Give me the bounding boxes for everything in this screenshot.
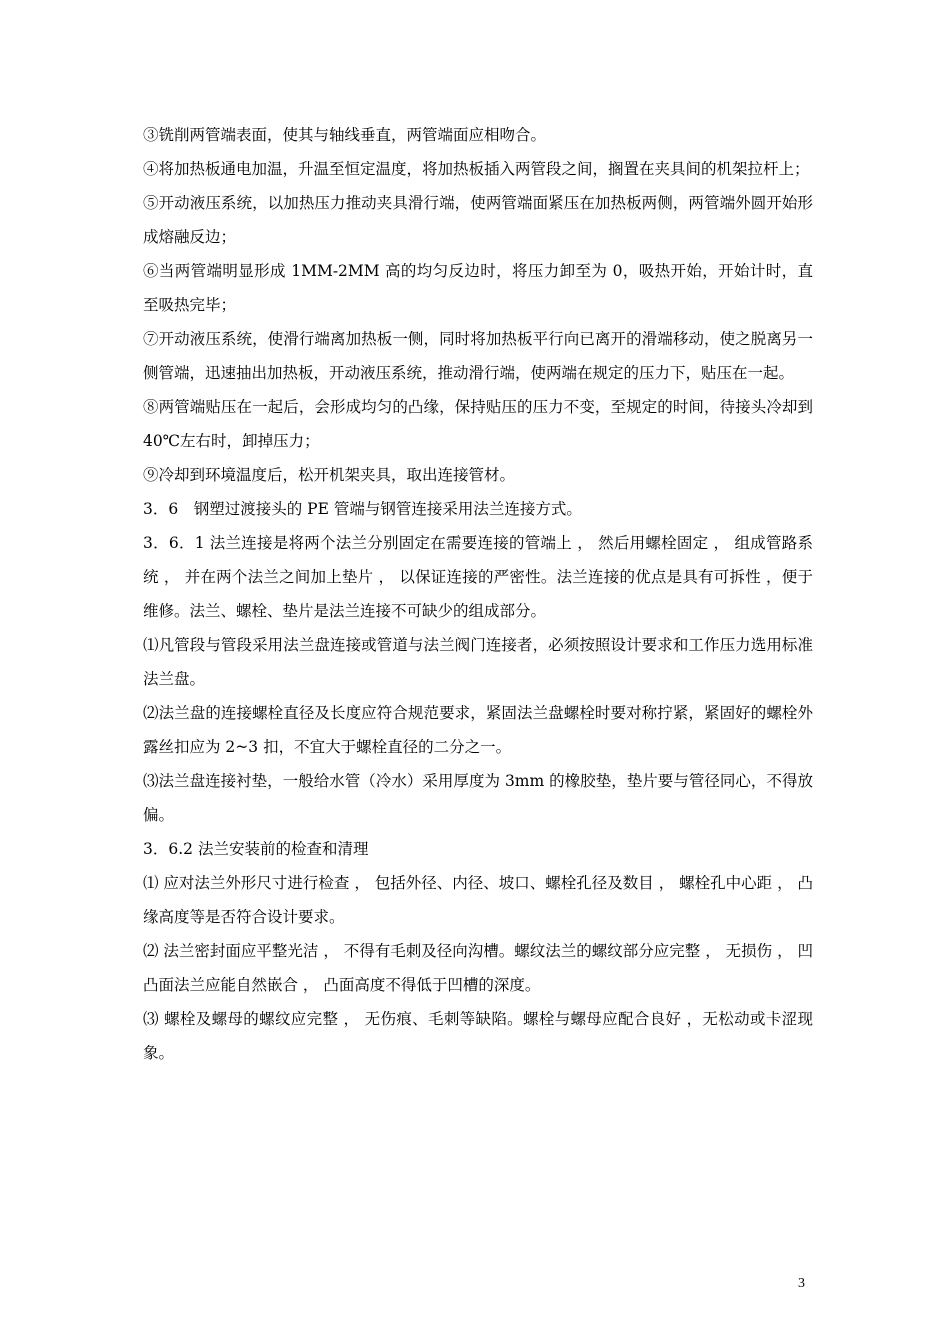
step-4-paragraph: ④将加热板通电加温，升温至恒定温度，将加热板插入两管段之间，搁置在夹具间的机架拉杆上； [143, 160, 810, 178]
page-number: 3 [798, 1276, 805, 1291]
item-1-paragraph: ⑴凡管段与管段采用法兰盘连接或管道与法兰阀门连接者，必须按照设计要求和工作压力选用标准法兰盘。 [143, 636, 813, 688]
item-2-paragraph: ⑵法兰盘的连接螺栓直径及长度应符合规范要求，紧固法兰盘螺栓时要对称拧紧，紧固好的螺栓外露丝扣应为 2~3 扣，不宜大于螺栓直径的二分之一。 [143, 704, 813, 756]
item-3-paragraph: ⑶法兰盘连接衬垫，一般给水管（冷水）采用厚度为 3mm 的橡胶垫，垫片要与管径同心，不得放偏。 [143, 772, 813, 824]
step-7-paragraph: ⑦开动液压系统，使滑行端离加热板一侧，同时将加热板平行向已离开的滑端移动，使之脱离另一侧管端，迅速抽出加热板，开动液压系统，推动滑行端，使两端在规定的压力下，贴压在一起。 [143, 330, 813, 382]
step-9-paragraph: ⑨冷却到环境温度后，松开机架夹具，取出连接管材。 [143, 466, 516, 484]
section-3-6-heading: 3．6 钢塑过渡接头的 PE 管端与钢管连接采用法兰连接方式。 [143, 500, 582, 518]
step-8-paragraph: ⑧两管端贴压在一起后，会形成均匀的凸缘，保持贴压的压力不变，至规定的时间，待接头冷却到 40℃左右时，卸掉压力； [143, 398, 813, 450]
step-6-paragraph: ⑥当两管端明显形成 1MM-2MM 高的均匀反边时，将压力卸至为 0，吸热开始，开始计时，直至吸热完毕； [143, 262, 813, 314]
step-3-paragraph: ③铣削两管端表面，使其与轴线垂直，两管端面应相吻合。 [143, 126, 547, 144]
step-5-paragraph: ⑤开动液压系统，以加热压力推动夹具滑行端，使两管端面紧压在加热板两侧，两管端外圆开始形成熔融反边； [143, 194, 813, 246]
check-item-1-paragraph: ⑴ 应对法兰外形尺寸进行检查 ， 包括外径、内径、坡口、螺栓孔径及数目 ， 螺栓孔中心距 ， 凸缘高度等是否符合设计要求。 [143, 874, 813, 926]
section-3-6-1-paragraph: 3．6．1 法兰连接是将两个法兰分别固定在需要连接的管端上 ， 然后用螺栓固定 ， 组成管路系统 ， 并在两个法兰之间加上垫片 ， 以保证连接的严密性。法兰连接的优点是具有可拆性 ，便于维修。法兰、螺栓、垫片是法兰连接不可缺少的组成部分。 [143, 534, 813, 620]
check-item-3-paragraph: ⑶ 螺栓及螺母的螺纹应完整 ， 无伤痕、毛刺等缺陷。螺栓与螺母应配合良好 ，无松动或卡涩现象。 [143, 1010, 813, 1062]
section-3-6-2-heading: 3．6.2 法兰安装前的检查和清理 [143, 840, 369, 858]
body-text [143, 118, 813, 1070]
check-item-2-paragraph: ⑵ 法兰密封面应平整光洁 ， 不得有毛刺及径向沟槽。螺纹法兰的螺纹部分应完整 ， 无损伤 ， 凹凸面法兰应能自然嵌合 ， 凸面高度不得低于凹槽的深度。 [143, 942, 813, 994]
